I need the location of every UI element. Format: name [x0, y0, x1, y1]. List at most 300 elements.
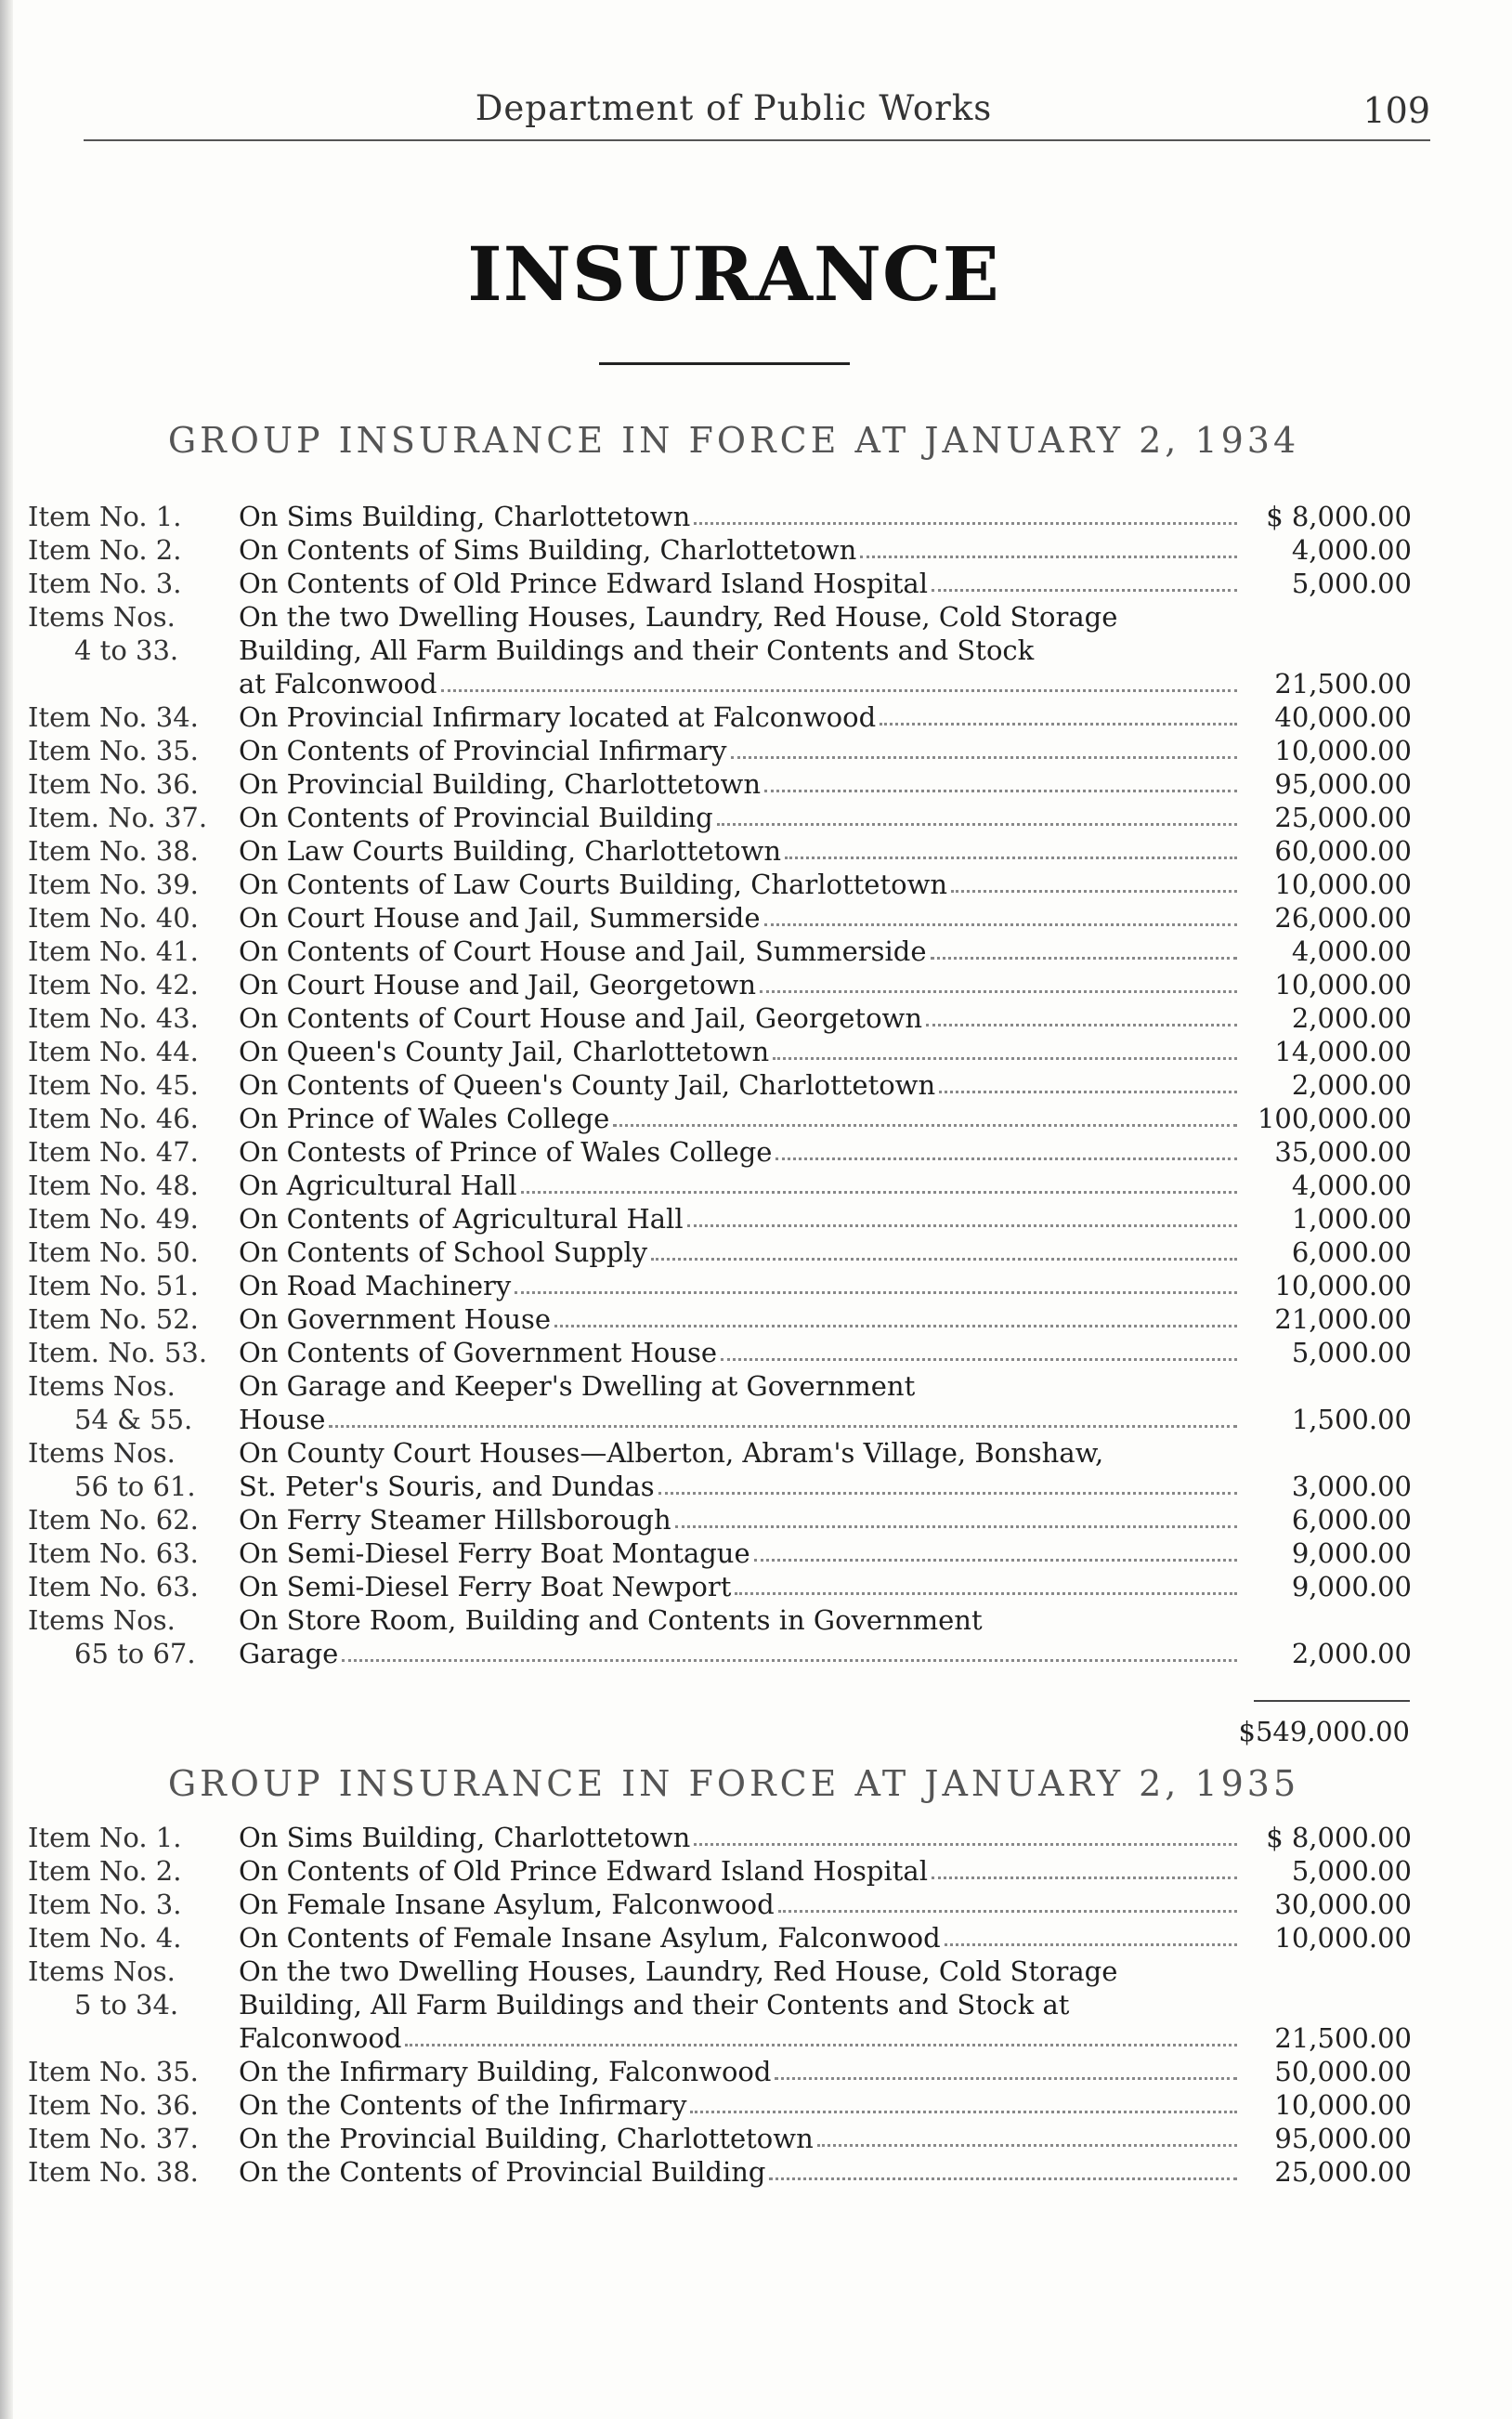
item-number	[28, 600, 239, 667]
table-row	[28, 1570, 1412, 1603]
item-label: Item No. 43.	[28, 1002, 199, 1034]
dot-leader	[731, 756, 1238, 759]
item-amount: $ 8,000.00	[1266, 1822, 1412, 1853]
item-number	[28, 1821, 239, 1854]
description-text: Falconwood	[239, 2022, 402, 2054]
table-row	[28, 2155, 1412, 2189]
item-label: Item No. 49.	[28, 1203, 199, 1235]
table-row	[28, 2122, 1412, 2155]
item-number	[28, 533, 239, 567]
dot-leader	[717, 823, 1237, 826]
item-amount: 2,000.00	[1291, 1638, 1412, 1669]
item-number	[28, 868, 239, 901]
item-number	[28, 1035, 239, 1068]
table-row	[28, 1821, 1412, 1854]
table-row	[28, 533, 1412, 567]
item-label: Item No. 34.	[28, 701, 199, 733]
total-rule	[1254, 1700, 1410, 1702]
table-row	[28, 1503, 1412, 1536]
item-description	[239, 1336, 1245, 1369]
item-amount: 1,000.00	[1291, 1203, 1412, 1235]
dot-leader	[776, 1157, 1237, 1160]
description-text: On Law Courts Building, Charlottetown	[239, 835, 782, 867]
item-label: Items Nos.	[28, 601, 176, 633]
table-row	[28, 2055, 1412, 2088]
item-number	[28, 767, 239, 801]
item-label: Item No. 52.	[28, 1303, 199, 1335]
table-row	[28, 1436, 1412, 1503]
description-line	[239, 600, 1245, 634]
item-number	[28, 2055, 239, 2088]
description-line	[239, 1988, 1245, 2021]
description-text: On Contents of Provincial Building	[239, 802, 713, 833]
description-text: House	[239, 1404, 326, 1435]
table-row	[28, 700, 1412, 734]
item-amount: 10,000.00	[1274, 735, 1412, 766]
page-edge-shadow	[0, 0, 13, 2419]
item-number	[28, 935, 239, 968]
description-text: On Agricultural Hall	[239, 1170, 517, 1201]
item-description	[239, 600, 1245, 700]
item-number	[28, 801, 239, 834]
item-label: Items Nos.	[28, 1955, 176, 1987]
item-range: 54 & 55.	[74, 1404, 193, 1435]
item-amount: 21,000.00	[1274, 1303, 1412, 1335]
table-row	[28, 868, 1412, 901]
item-amount: 9,000.00	[1291, 1571, 1412, 1602]
dot-leader	[939, 1091, 1237, 1093]
item-label: Items Nos.	[28, 1437, 176, 1469]
item-description	[239, 935, 1245, 968]
item-description	[239, 1202, 1245, 1236]
page-title: INSURANCE	[467, 230, 1000, 318]
item-description	[239, 1269, 1245, 1302]
item-number	[28, 1135, 239, 1169]
item-number	[28, 1001, 239, 1035]
item-number	[28, 700, 239, 734]
description-line	[239, 634, 1245, 667]
item-label: Item No. 37.	[28, 2123, 199, 2154]
item-description	[239, 1236, 1245, 1269]
dot-leader	[769, 2177, 1237, 2180]
table-row	[28, 901, 1412, 935]
item-amount: 3,000.00	[1291, 1471, 1412, 1502]
item-label: Item No. 4.	[28, 1922, 182, 1954]
dot-leader	[778, 1910, 1237, 1913]
item-label: Item No. 41.	[28, 935, 199, 967]
total-amount: $549,000.00	[1238, 1716, 1410, 1747]
description-line	[239, 1369, 1245, 1403]
item-label: Item No. 1.	[28, 1822, 182, 1853]
item-number	[28, 2122, 239, 2155]
item-label: Item No. 46.	[28, 1103, 199, 1134]
item-label: Item No. 38.	[28, 2156, 199, 2188]
description-line	[239, 2021, 1245, 2055]
description-text: On Store Room, Building and Contents in Government	[239, 1604, 983, 1636]
item-number	[28, 1369, 239, 1436]
page-number: 109	[1362, 90, 1430, 131]
running-title: Department of Public Works	[475, 88, 993, 128]
item-amount: 25,000.00	[1274, 802, 1412, 833]
item-amount: 5,000.00	[1291, 1855, 1412, 1887]
description-text: On Provincial Infirmary located at Falconwood	[239, 701, 877, 733]
item-amount: 6,000.00	[1291, 1504, 1412, 1536]
description-text: On the Contents of Provincial Building	[239, 2156, 766, 2188]
item-description	[239, 1135, 1245, 1169]
item-description	[239, 1369, 1245, 1436]
dot-leader	[329, 1425, 1237, 1428]
dot-leader	[658, 1492, 1237, 1495]
item-amount: 50,000.00	[1274, 2056, 1412, 2087]
dot-leader	[521, 1191, 1237, 1194]
item-number	[28, 2155, 239, 2189]
description-text: On Semi-Diesel Ferry Boat Montague	[239, 1537, 750, 1569]
dot-leader	[735, 1592, 1237, 1595]
item-amount: 4,000.00	[1291, 534, 1412, 566]
item-description	[239, 2055, 1245, 2088]
dot-leader	[754, 1559, 1237, 1562]
dot-leader	[554, 1325, 1237, 1327]
item-description	[239, 500, 1245, 533]
table-row	[28, 1035, 1412, 1068]
dot-leader	[687, 1224, 1237, 1227]
item-number	[28, 734, 239, 767]
item-number	[28, 1921, 239, 1955]
item-amount: 35,000.00	[1274, 1136, 1412, 1168]
item-description	[239, 1603, 1245, 1670]
item-label: Item No. 3.	[28, 568, 182, 599]
description-text: St. Peter's Souris, and Dundas	[239, 1471, 655, 1502]
item-label: Item No. 2.	[28, 1855, 182, 1887]
item-label: Item No. 40.	[28, 902, 199, 934]
description-text: On Contents of School Supply	[239, 1236, 648, 1268]
description-line	[239, 1637, 1245, 1670]
item-number	[28, 901, 239, 935]
dot-leader	[817, 2144, 1237, 2147]
item-amount: 10,000.00	[1274, 869, 1412, 900]
item-description	[239, 1888, 1245, 1921]
item-description	[239, 1436, 1245, 1503]
item-amount: 9,000.00	[1291, 1537, 1412, 1569]
item-number	[28, 1888, 239, 1921]
item-description	[239, 1570, 1245, 1603]
item-label: Item No. 50.	[28, 1236, 199, 1268]
dot-leader	[932, 589, 1237, 592]
dot-leader	[760, 990, 1237, 993]
item-label: Item No. 35.	[28, 735, 199, 766]
page-header	[0, 88, 1430, 135]
description-line	[239, 1955, 1245, 1988]
table-row	[28, 500, 1412, 533]
table-row	[28, 1302, 1412, 1336]
dot-leader	[945, 1943, 1237, 1946]
table-row	[28, 935, 1412, 968]
header-rule	[84, 139, 1430, 141]
title-divider	[599, 362, 850, 365]
item-number	[28, 2088, 239, 2122]
item-label: Items Nos.	[28, 1604, 176, 1636]
description-text: On the two Dwelling Houses, Laundry, Red House, Cold Storage	[239, 1955, 1118, 1987]
item-number	[28, 1336, 239, 1369]
table-row	[28, 1202, 1412, 1236]
item-description	[239, 1921, 1245, 1955]
description-text: On Sims Building, Charlottetown	[239, 501, 691, 532]
section-1935-heading: GROUP INSURANCE IN FORCE AT JANUARY 2, 1935	[167, 1763, 1300, 1804]
description-text: On Contents of Law Courts Building, Charlottetown	[239, 869, 948, 900]
item-description	[239, 2155, 1245, 2189]
item-label: Item No. 1.	[28, 501, 182, 532]
description-text: On Contents of Old Prince Edward Island Hospital	[239, 568, 928, 599]
table-row	[28, 1955, 1412, 2055]
item-amount: 10,000.00	[1274, 969, 1412, 1000]
description-text: On Contents of Court House and Jail, Summerside	[239, 935, 927, 967]
item-label: Item No. 44.	[28, 1036, 199, 1067]
table-row	[28, 834, 1412, 868]
dot-leader	[515, 1291, 1237, 1294]
item-description	[239, 567, 1245, 600]
dot-leader	[441, 689, 1237, 692]
item-label: Item No. 48.	[28, 1170, 199, 1201]
item-label: Item No. 45.	[28, 1069, 199, 1101]
item-description	[239, 801, 1245, 834]
description-text: On Ferry Steamer Hillsborough	[239, 1504, 671, 1536]
table-row	[28, 1269, 1412, 1302]
description-text: On Prince of Wales College	[239, 1103, 610, 1134]
item-description	[239, 834, 1245, 868]
item-number	[28, 1436, 239, 1503]
section-1934-heading: GROUP INSURANCE IN FORCE AT JANUARY 2, 1934	[167, 420, 1300, 461]
item-amount: 10,000.00	[1274, 1922, 1412, 1954]
item-description	[239, 901, 1245, 935]
item-label: Item No. 47.	[28, 1136, 199, 1168]
item-description	[239, 767, 1245, 801]
description-text: Building, All Farm Buildings and their Contents and Stock	[239, 634, 1035, 666]
description-text: On Court House and Jail, Georgetown	[239, 969, 757, 1000]
description-text: On the Provincial Building, Charlottetown	[239, 2123, 814, 2154]
table-row	[28, 801, 1412, 834]
item-label: Item No. 51.	[28, 1270, 199, 1301]
dot-leader	[931, 957, 1237, 960]
item-number	[28, 834, 239, 868]
description-text: On Government House	[239, 1303, 552, 1335]
item-amount: 30,000.00	[1274, 1889, 1412, 1920]
description-text: On Contents of Provincial Infirmary	[239, 735, 727, 766]
item-description	[239, 734, 1245, 767]
item-description	[239, 2122, 1245, 2155]
dot-leader	[951, 890, 1237, 893]
table-row	[28, 1068, 1412, 1102]
description-line	[239, 1403, 1245, 1436]
item-label: Items Nos.	[28, 1370, 176, 1402]
item-number	[28, 968, 239, 1001]
item-number	[28, 567, 239, 600]
item-label: Item No. 63.	[28, 1537, 199, 1569]
item-amount: 21,500.00	[1274, 668, 1412, 700]
description-text: On Contests of Prince of Wales College	[239, 1136, 773, 1168]
item-amount: $ 8,000.00	[1266, 501, 1412, 532]
description-text: Building, All Farm Buildings and their Contents and Stock at	[239, 1989, 1070, 2020]
item-description	[239, 1169, 1245, 1202]
description-text: at Falconwood	[239, 668, 437, 700]
description-line	[239, 1603, 1245, 1637]
dot-leader	[613, 1124, 1237, 1127]
dot-leader	[775, 2077, 1237, 2080]
item-amount: 1,500.00	[1291, 1404, 1412, 1435]
item-number	[28, 1302, 239, 1336]
item-label: Item No. 63.	[28, 1571, 199, 1602]
table-row	[28, 1135, 1412, 1169]
item-label: Item No. 2.	[28, 534, 182, 566]
item-range: 56 to 61.	[74, 1471, 196, 1502]
table-row	[28, 600, 1412, 700]
item-amount: 4,000.00	[1291, 935, 1412, 967]
item-amount: 2,000.00	[1291, 1002, 1412, 1034]
item-amount: 6,000.00	[1291, 1236, 1412, 1268]
description-text: On Contents of Sims Building, Charlottetown	[239, 534, 857, 566]
item-number	[28, 1536, 239, 1570]
description-line	[239, 1436, 1245, 1470]
item-description	[239, 1955, 1245, 2055]
description-text: On Road Machinery	[239, 1270, 512, 1301]
description-line	[239, 667, 1245, 700]
description-text: On Court House and Jail, Summerside	[239, 902, 761, 934]
item-range: 5 to 34.	[74, 1989, 179, 2020]
dot-leader	[926, 1024, 1237, 1026]
table-row	[28, 1369, 1412, 1436]
dot-leader	[764, 790, 1237, 792]
description-text: On Contents of Queen's County Jail, Charlottetown	[239, 1069, 936, 1101]
item-amount: 21,500.00	[1274, 2022, 1412, 2054]
item-description	[239, 533, 1245, 567]
dot-leader	[694, 522, 1237, 525]
item-label: Item No. 3.	[28, 1889, 182, 1920]
item-label: Item. No. 37.	[28, 802, 208, 833]
item-description	[239, 1001, 1245, 1035]
table-row	[28, 767, 1412, 801]
item-number	[28, 1269, 239, 1302]
item-amount: 95,000.00	[1274, 768, 1412, 800]
item-description	[239, 1536, 1245, 1570]
item-description	[239, 2088, 1245, 2122]
item-number	[28, 1102, 239, 1135]
description-text: On Contents of Court House and Jail, Georgetown	[239, 1002, 923, 1034]
item-label: Item No. 36.	[28, 768, 199, 800]
item-label: Item No. 36.	[28, 2089, 199, 2121]
item-amount: 10,000.00	[1274, 1270, 1412, 1301]
table-row	[28, 1169, 1412, 1202]
item-description	[239, 1102, 1245, 1135]
item-number	[28, 1169, 239, 1202]
item-number	[28, 1603, 239, 1670]
table-row	[28, 1888, 1412, 1921]
item-description	[239, 700, 1245, 734]
item-description	[239, 1503, 1245, 1536]
dot-leader	[764, 923, 1237, 926]
item-description	[239, 1854, 1245, 1888]
item-range: 4 to 33.	[74, 634, 179, 666]
item-number	[28, 1854, 239, 1888]
item-number	[28, 1570, 239, 1603]
description-text: On Queen's County Jail, Charlottetown	[239, 1036, 770, 1067]
section-1934-table	[28, 500, 1412, 1670]
table-row	[28, 1001, 1412, 1035]
description-text: On Provincial Building, Charlottetown	[239, 768, 762, 800]
item-amount: 5,000.00	[1291, 568, 1412, 599]
item-amount: 100,000.00	[1257, 1103, 1412, 1134]
item-number	[28, 1955, 239, 2021]
description-text: On Contents of Government House	[239, 1337, 718, 1368]
item-amount: 60,000.00	[1274, 835, 1412, 867]
table-row	[28, 1536, 1412, 1570]
item-number	[28, 500, 239, 533]
section-1935-table	[28, 1821, 1412, 2189]
table-row	[28, 1921, 1412, 1955]
dot-leader	[773, 1057, 1237, 1060]
item-amount: 4,000.00	[1291, 1170, 1412, 1201]
item-amount: 26,000.00	[1274, 902, 1412, 934]
item-label: Item No. 39.	[28, 869, 199, 900]
description-text: On Female Insane Asylum, Falconwood	[239, 1889, 775, 1920]
table-row	[28, 1336, 1412, 1369]
item-description	[239, 968, 1245, 1001]
dot-leader	[405, 2044, 1237, 2046]
dot-leader	[880, 723, 1237, 726]
item-amount: 2,000.00	[1291, 1069, 1412, 1101]
description-text: On the Infirmary Building, Falconwood	[239, 2056, 772, 2087]
item-amount: 5,000.00	[1291, 1337, 1412, 1368]
description-text: On Garage and Keeper's Dwelling at Government	[239, 1370, 916, 1402]
item-label: Item No. 42.	[28, 969, 199, 1000]
description-line	[239, 1470, 1245, 1503]
item-number	[28, 1503, 239, 1536]
item-number	[28, 1068, 239, 1102]
table-row	[28, 567, 1412, 600]
item-number	[28, 1202, 239, 1236]
description-text: On the Contents of the Infirmary	[239, 2089, 687, 2121]
item-description	[239, 1302, 1245, 1336]
table-row	[28, 1603, 1412, 1670]
description-text: On Sims Building, Charlottetown	[239, 1822, 691, 1853]
description-text: On Contents of Female Insane Asylum, Falconwood	[239, 1922, 941, 1954]
item-description	[239, 1035, 1245, 1068]
description-text: On the two Dwelling Houses, Laundry, Red House, Cold Storage	[239, 601, 1118, 633]
item-amount: 14,000.00	[1274, 1036, 1412, 1067]
dot-leader	[721, 1358, 1237, 1361]
item-label: Item No. 62.	[28, 1504, 199, 1536]
description-text: On Contents of Old Prince Edward Island Hospital	[239, 1855, 928, 1887]
item-label: Item. No. 53.	[28, 1337, 208, 1368]
item-label: Item No. 38.	[28, 835, 199, 867]
table-row	[28, 734, 1412, 767]
item-amount: 25,000.00	[1274, 2156, 1412, 2188]
table-row	[28, 1236, 1412, 1269]
item-description	[239, 1821, 1245, 1854]
dot-leader	[675, 1525, 1237, 1528]
item-description	[239, 868, 1245, 901]
item-description	[239, 1068, 1245, 1102]
dot-leader	[342, 1659, 1237, 1662]
description-text: On Contents of Agricultural Hall	[239, 1203, 684, 1235]
table-row	[28, 1102, 1412, 1135]
item-range: 65 to 67.	[74, 1638, 196, 1669]
table-row	[28, 968, 1412, 1001]
dot-leader	[694, 1843, 1237, 1846]
table-row	[28, 1854, 1412, 1888]
dot-leader	[785, 856, 1237, 859]
table-row	[28, 2088, 1412, 2122]
description-text: Garage	[239, 1638, 339, 1669]
dot-leader	[651, 1258, 1237, 1261]
